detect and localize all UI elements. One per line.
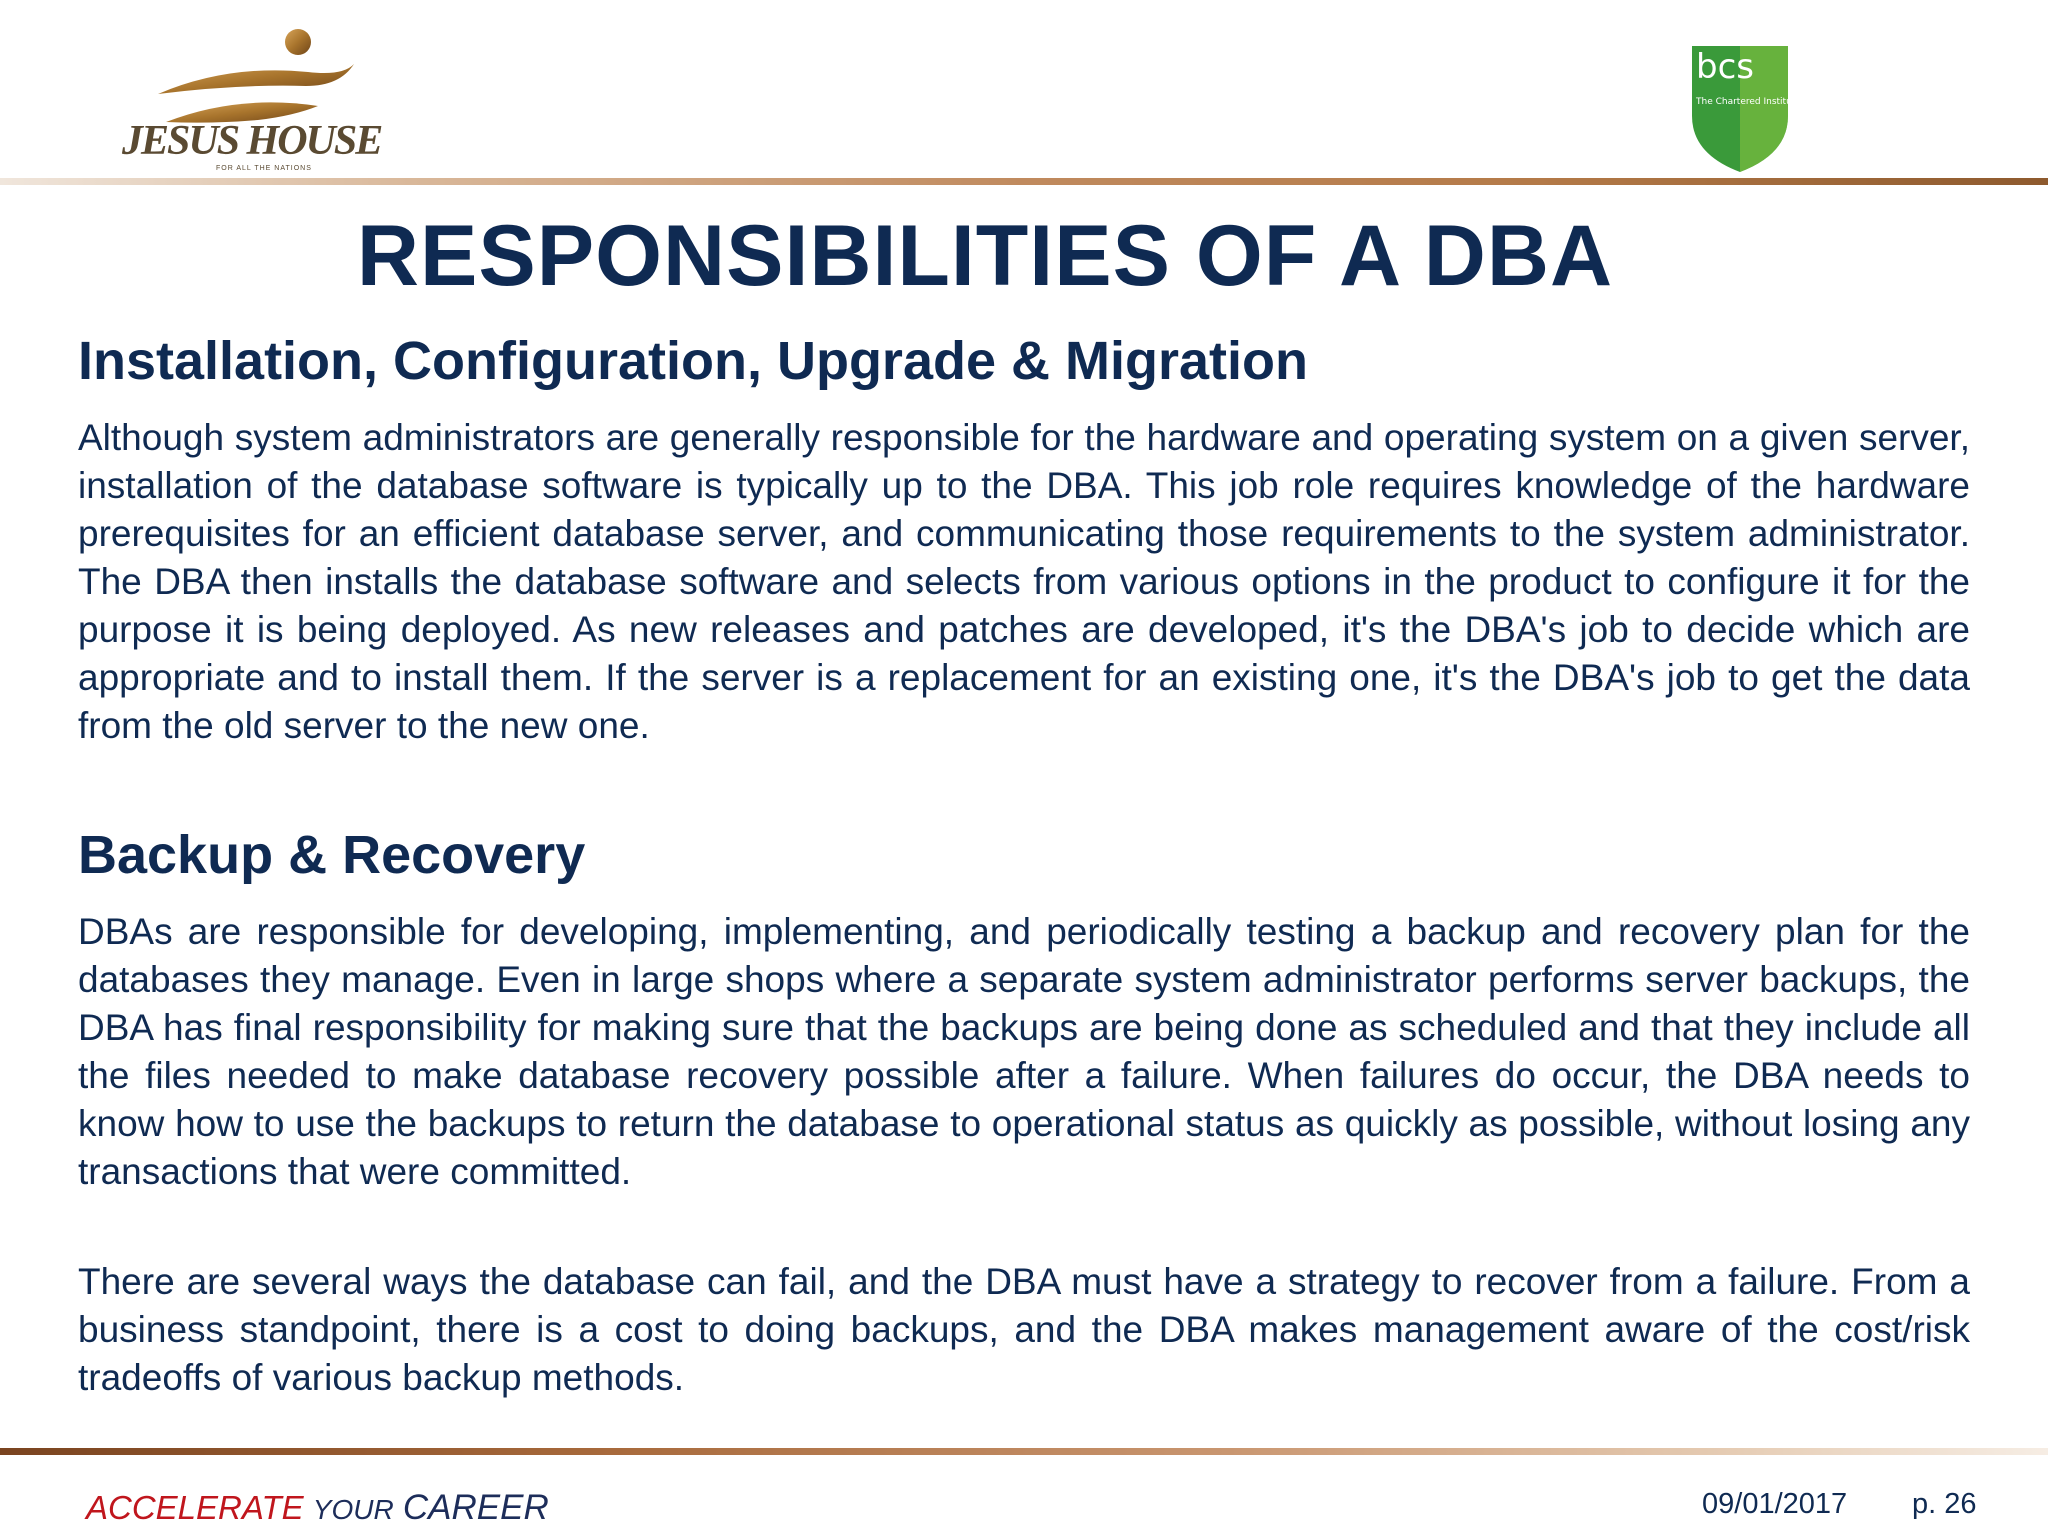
failure-strategy-paragraph: There are several ways the database can fail, and the DBA must have a strategy to recover from a failure. From a business standpoint, there is a cost to doing backups, and the DBA makes management aware of the cost/risk tradeoffs of various backup methods.	[78, 1261, 1970, 1398]
header-divider	[0, 178, 2048, 185]
backup-paragraph: DBAs are responsible for developing, implementing, and periodically testing a backup and recovery plan for the databases they manage. Even in large shops where a separate system administrator performs server backups, the DBA has final responsibility for making sure that the backups are being done as scheduled and that they include all the files needed to make database recovery possible after a failure. When failures do occur, the DBA needs to know how to use the backups to return the database to operational status as quickly as possible, without losing any transactions that were committed.	[78, 911, 1970, 1192]
svg-text:JESUS HOUSE: JESUS HOUSE	[122, 118, 382, 164]
svg-text:FOR ALL THE NATIONS: FOR ALL THE NATIONS	[216, 165, 312, 172]
slide-body	[78, 326, 1970, 1402]
tagline-your: YOUR	[312, 1494, 394, 1525]
jesus-house-logo	[118, 24, 388, 174]
svg-text:bcs: bcs	[1696, 47, 1754, 87]
section-heading-installation: Installation, Configuration, Upgrade & Migration	[78, 331, 1308, 391]
footer-tagline	[86, 1488, 549, 1528]
footer-divider	[0, 1448, 2048, 1455]
tagline-career: CAREER	[402, 1488, 549, 1527]
page-number: p. 26	[1912, 1488, 1977, 1520]
svg-text:The Chartered Institute for IT: The Chartered Institute for IT	[1696, 97, 1828, 107]
tagline-accelerate: ACCELERATE	[86, 1489, 304, 1526]
slide-title: RESPONSIBILITIES OF A DBA	[356, 208, 1614, 304]
section-heading-backup: Backup & Recovery	[78, 825, 586, 885]
slide-header	[0, 0, 2048, 180]
installation-paragraph: Although system administrators are generally responsible for the hardware and operating system on a given server, installation of the database software is typically up to the DBA. This job role requires knowledge of the hardware prerequisites for an efficient database server, and communicating those requirements to the system administrator. The DBA then installs the database software and selects from various options in the product to configure it for the purpose it is being deployed. As new releases and patches are developed, it's the DBA's job to decide which are appropriate and to install them. If the server is a replacement for an existing one, it's the DBA's job to get the data from the old server to the new one.	[78, 417, 1970, 746]
footer-date: 09/01/2017	[1702, 1488, 1848, 1520]
bcs-logo	[1690, 46, 1828, 172]
